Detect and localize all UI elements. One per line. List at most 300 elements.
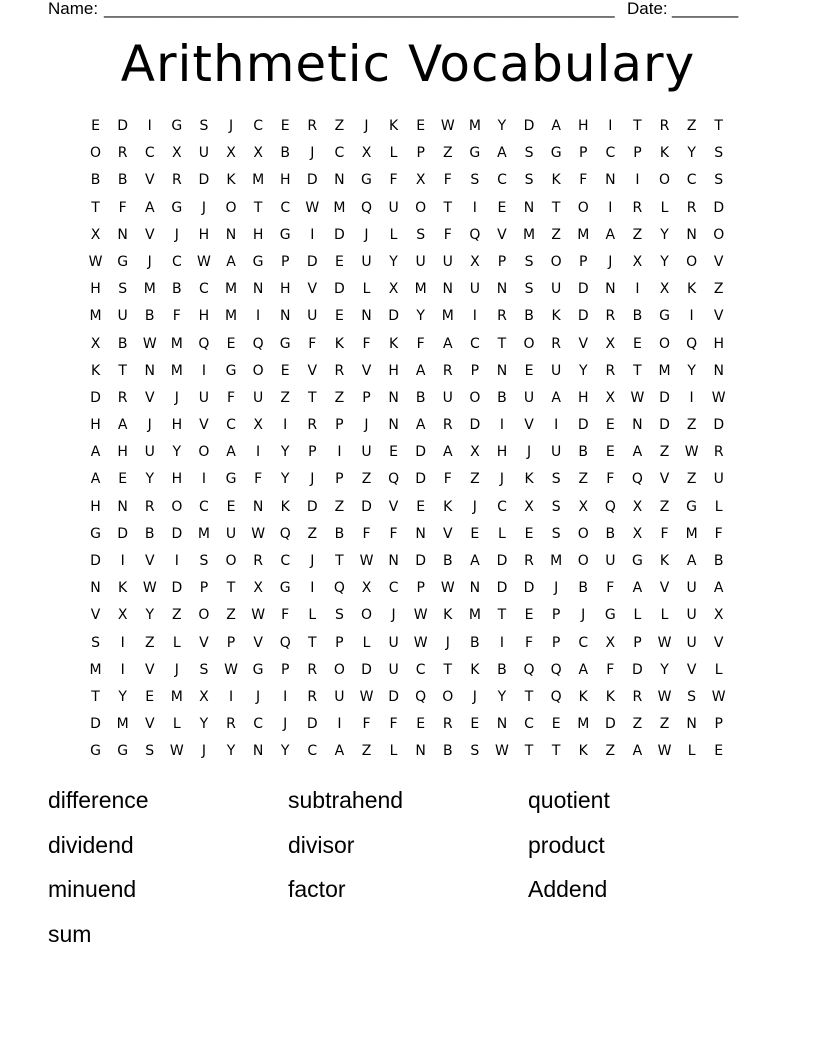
grid-letter: O <box>333 661 345 678</box>
grid-letter: I <box>283 417 288 434</box>
grid-letter: X <box>361 580 372 597</box>
grid-letter: N <box>605 172 616 189</box>
grid-letter: Y <box>280 444 290 461</box>
grid-letter: J <box>364 417 369 434</box>
grid-letter: E <box>605 444 615 461</box>
grid-letter: D <box>713 417 725 434</box>
grid-letter: C <box>388 580 399 597</box>
grid-letter: I <box>499 634 505 651</box>
grid-letter: S <box>714 172 724 189</box>
grid-letter: F <box>606 471 615 488</box>
grid-letter: E <box>226 335 236 352</box>
grid-letter: D <box>388 308 399 325</box>
grid-row <box>82 684 734 711</box>
grid-row <box>82 167 734 194</box>
grid-letter: R <box>307 417 318 434</box>
grid-letter: K <box>118 580 128 597</box>
grid-letter: D <box>415 471 427 488</box>
grid-letter: H <box>198 226 210 243</box>
grid-letter: A <box>632 444 643 461</box>
grid-letter: X <box>632 498 643 515</box>
grid-letter: X <box>632 525 643 542</box>
grid-letter: V <box>144 553 155 569</box>
grid-letter: P <box>362 389 371 406</box>
grid-letter: Y <box>389 253 398 270</box>
grid-letter: G <box>469 145 481 162</box>
grid-letter: P <box>497 253 507 270</box>
grid-letter: C <box>226 417 236 434</box>
grid-letter: I <box>689 308 694 325</box>
word-bank-item: divisor <box>288 831 355 858</box>
grid-letter: B <box>497 389 507 406</box>
grid-letter: X <box>253 580 263 597</box>
grid-letter: U <box>686 580 697 597</box>
grid-letter: A <box>632 580 643 597</box>
grid-letter: S <box>524 281 534 298</box>
grid-letter: Z <box>578 471 589 488</box>
grid-letter: E <box>389 444 398 461</box>
grid-letter: D <box>496 553 508 569</box>
grid-letter: P <box>335 634 344 651</box>
grid-row <box>82 276 734 303</box>
grid-letter: S <box>199 661 209 678</box>
grid-letter: Q <box>686 335 698 352</box>
grid-letter: J <box>310 145 315 162</box>
grid-letter: P <box>280 661 290 678</box>
grid-letter: H <box>279 281 291 298</box>
grid-letter: O <box>198 607 210 624</box>
grid-letter: U <box>198 145 210 162</box>
grid-letter: U <box>198 389 210 406</box>
grid-letter: W <box>413 607 428 624</box>
grid-letter: F <box>308 335 317 352</box>
grid-letter: J <box>147 253 152 270</box>
word-bank-item: product <box>528 831 605 858</box>
grid-letter: A <box>226 444 236 461</box>
grid-letter: K <box>605 688 615 705</box>
grid-letter: G <box>90 525 101 542</box>
grid-letter: A <box>686 553 697 569</box>
grid-letter: O <box>225 199 237 216</box>
grid-letter: S <box>551 525 561 542</box>
grid-letter: X <box>199 688 209 705</box>
grid-letter: Z <box>605 743 616 760</box>
grid-letter: Q <box>631 471 643 488</box>
word-bank-item: minuend <box>48 876 137 902</box>
grid-letter: T <box>253 199 263 216</box>
grid-letter: D <box>90 716 101 733</box>
grid-letter: P <box>633 145 642 162</box>
grid-letter: W <box>711 389 726 406</box>
grid-letter: R <box>551 335 561 352</box>
grid-letter: I <box>228 688 234 705</box>
grid-letter: C <box>280 553 291 569</box>
grid-letter: A <box>605 226 616 243</box>
grid-letter: C <box>469 335 480 352</box>
grid-letter: N <box>388 389 399 406</box>
grid-letter: F <box>606 580 615 597</box>
grid-letter: Y <box>172 444 182 461</box>
grid-letter: J <box>364 226 369 243</box>
grid-letter: U <box>442 253 453 270</box>
grid-letter: D <box>415 553 427 569</box>
grid-letter: P <box>335 417 344 434</box>
grid-letter: K <box>551 172 561 189</box>
grid-letter: D <box>171 580 183 597</box>
grid-letter: F <box>525 634 534 651</box>
grid-letter: F <box>362 716 371 733</box>
grid-letter: Y <box>118 688 127 705</box>
grid-letter: G <box>550 145 562 162</box>
grid-letter: J <box>499 471 505 488</box>
grid-letter: E <box>470 716 480 733</box>
grid-letter: B <box>497 661 507 678</box>
grid-letter: V <box>659 471 670 488</box>
grid-letter: J <box>228 118 234 134</box>
grid-letter: M <box>441 308 454 325</box>
grid-letter: J <box>364 118 369 134</box>
grid-letter: S <box>551 498 561 515</box>
grid-letter: P <box>416 580 425 597</box>
grid-letter: B <box>117 335 128 352</box>
grid-letter: W <box>142 335 157 352</box>
grid-letter: M <box>550 553 563 569</box>
grid-letter: H <box>171 471 183 488</box>
grid-letter: E <box>226 498 236 515</box>
grid-letter: N <box>388 417 399 434</box>
grid-letter: Z <box>686 118 697 134</box>
grid-letter: F <box>389 172 398 189</box>
grid-letter: E <box>524 525 534 542</box>
grid-letter: D <box>523 580 535 597</box>
word-bank-item: difference <box>48 787 149 813</box>
grid-letter: E <box>470 525 480 542</box>
grid-letter: C <box>578 634 589 651</box>
grid-letter: Z <box>334 389 345 406</box>
grid-letter: X <box>226 145 236 162</box>
grid-letter: O <box>659 172 671 189</box>
grid-letter: J <box>256 688 261 705</box>
grid-letter: N <box>117 498 128 515</box>
grid-letter: V <box>713 308 724 325</box>
grid-letter: Y <box>145 471 155 488</box>
grid-letter: R <box>307 688 318 705</box>
grid-letter: R <box>442 716 453 733</box>
grid-letter: X <box>470 444 480 461</box>
grid-letter: U <box>442 389 453 406</box>
grid-letter: C <box>524 716 534 733</box>
grid-letter: X <box>659 281 670 298</box>
grid-letter: B <box>632 308 643 325</box>
grid-letter: D <box>577 308 589 325</box>
grid-letter: G <box>252 253 264 270</box>
grid-letter: Z <box>551 226 561 243</box>
grid-letter: Z <box>632 716 643 733</box>
grid-row <box>82 630 734 657</box>
grid-letter: U <box>686 607 697 624</box>
grid-letter: D <box>659 417 670 434</box>
grid-letter: U <box>361 253 372 270</box>
grid-letter: M <box>224 281 238 298</box>
grid-letter: X <box>388 281 399 298</box>
grid-letter: S <box>551 471 561 488</box>
grid-letter: I <box>499 417 505 434</box>
grid-letter: S <box>470 172 480 189</box>
grid-letter: H <box>171 417 183 434</box>
grid-letter: L <box>714 661 723 678</box>
grid-letter: W <box>359 688 374 705</box>
grid-letter: O <box>577 525 589 542</box>
grid-letter: M <box>468 607 481 624</box>
grid-row <box>82 711 734 738</box>
grid-letter: W <box>251 607 266 624</box>
grid-row <box>82 575 734 602</box>
grid-letter: I <box>608 199 613 216</box>
word-bank-item: factor <box>288 876 346 902</box>
grid-letter: W <box>197 253 211 270</box>
grid-letter: B <box>470 634 480 651</box>
grid-letter: M <box>523 226 536 243</box>
grid-letter: E <box>632 335 642 352</box>
grid-letter: S <box>524 253 534 270</box>
grid-letter: N <box>686 716 697 733</box>
grid-letter: K <box>470 661 480 678</box>
grid-letter: I <box>310 580 315 597</box>
grid-letter: Z <box>659 444 670 461</box>
grid-letter: B <box>172 281 182 298</box>
grid-letter: Z <box>632 226 643 243</box>
grid-letter: X <box>117 607 128 624</box>
grid-letter: E <box>280 118 290 134</box>
grid-letter: G <box>252 661 264 678</box>
grid-letter: Q <box>604 498 616 515</box>
grid-letter: W <box>251 525 266 542</box>
grid-row <box>82 439 734 466</box>
grid-letter: E <box>524 362 534 379</box>
grid-letter: D <box>659 389 670 406</box>
grid-letter: E <box>91 118 100 134</box>
grid-letter: R <box>524 553 534 569</box>
grid-letter: V <box>144 172 155 189</box>
grid-letter: M <box>116 716 129 733</box>
grid-letter: H <box>388 362 399 379</box>
grid-letter: F <box>226 389 236 406</box>
grid-letter: D <box>713 199 725 216</box>
grid-letter: J <box>472 498 477 515</box>
grid-letter: Z <box>713 281 724 298</box>
grid-letter: A <box>442 444 453 461</box>
grid-letter: R <box>497 308 507 325</box>
grid-letter: I <box>337 444 342 461</box>
grid-letter: Y <box>199 716 209 733</box>
grid-letter: K <box>443 498 453 515</box>
grid-letter: W <box>142 580 157 597</box>
grid-letter: D <box>577 417 589 434</box>
grid-letter: N <box>252 498 264 515</box>
grid-letter: O <box>90 145 102 162</box>
grid-letter: G <box>117 253 129 270</box>
grid-letter: U <box>388 634 399 651</box>
grid-row <box>82 303 734 330</box>
grid-letter: Y <box>660 661 669 678</box>
grid-letter: V <box>361 362 372 379</box>
grid-letter: R <box>605 308 616 325</box>
grid-letter: U <box>307 308 318 325</box>
grid-letter: Z <box>307 525 318 542</box>
grid-letter: P <box>335 471 344 488</box>
grid-letter: K <box>687 281 697 298</box>
grid-letter: P <box>226 634 236 651</box>
grid-letter: V <box>659 580 670 597</box>
grid-letter: T <box>118 362 127 379</box>
grid-letter: H <box>198 308 210 325</box>
grid-letter: M <box>685 525 698 542</box>
grid-letter: H <box>279 172 291 189</box>
grid-letter: Y <box>280 743 290 760</box>
grid-letter: D <box>361 498 372 515</box>
grid-letter: R <box>117 389 128 406</box>
grid-letter: I <box>689 389 694 406</box>
grid-row <box>82 657 734 684</box>
grid-letter: X <box>605 335 616 352</box>
grid-letter: C <box>307 743 318 760</box>
grid-letter: C <box>334 145 345 162</box>
grid-letter: N <box>361 308 372 325</box>
word-bank-item: Addend <box>528 876 608 902</box>
grid-letter: U <box>523 389 535 406</box>
grid-letter: E <box>416 716 426 733</box>
grid-letter: D <box>632 661 643 678</box>
grid-letter: X <box>713 607 724 624</box>
grid-letter: I <box>120 553 125 569</box>
grid-letter: T <box>714 118 723 134</box>
grid-letter: T <box>497 607 507 624</box>
grid-letter: Q <box>550 688 562 705</box>
grid-letter: X <box>632 253 643 270</box>
grid-letter: M <box>89 308 102 325</box>
grid-letter: C <box>415 661 426 678</box>
grid-letter: Y <box>497 688 507 705</box>
grid-letter: L <box>362 634 371 651</box>
grid-letter: A <box>415 417 426 434</box>
grid-row <box>82 548 734 575</box>
grid-letter: V <box>578 335 589 352</box>
date-blank-line: _______ <box>672 0 739 18</box>
grid-letter: E <box>118 471 128 488</box>
grid-letter: K <box>443 607 453 624</box>
grid-letter: R <box>253 553 263 569</box>
grid-letter: W <box>630 389 645 406</box>
grid-letter: J <box>445 634 450 651</box>
grid-letter: G <box>631 553 643 569</box>
grid-letter: O <box>442 688 454 705</box>
grid-letter: H <box>577 118 589 134</box>
grid-letter: Z <box>280 389 290 406</box>
grid-letter: T <box>91 688 100 705</box>
grid-letter: E <box>334 308 344 325</box>
grid-letter: K <box>388 335 399 352</box>
grid-letter: X <box>90 226 101 243</box>
grid-letter: R <box>226 716 236 733</box>
grid-letter: G <box>90 743 101 760</box>
grid-letter: W <box>495 743 509 760</box>
grid-letter: I <box>120 634 125 651</box>
grid-letter: O <box>713 226 725 243</box>
grid-letter: R <box>659 118 670 134</box>
grid-letter: X <box>253 145 263 162</box>
grid-letter: S <box>199 553 209 569</box>
grid-letter: F <box>362 525 371 542</box>
grid-letter: P <box>551 607 561 624</box>
grid-letter: B <box>442 553 453 569</box>
grid-letter: O <box>523 335 535 352</box>
grid-letter: W <box>440 118 455 134</box>
grid-letter: N <box>334 172 345 189</box>
grid-letter: F <box>714 525 723 542</box>
grid-letter: B <box>578 444 589 461</box>
grid-letter: Q <box>198 335 210 352</box>
grid-letter: T <box>633 118 642 134</box>
grid-letter: R <box>117 145 128 162</box>
grid-letter: T <box>551 743 561 760</box>
grid-letter: Y <box>578 362 588 379</box>
grid-letter: M <box>468 118 481 134</box>
grid-letter: L <box>633 607 642 624</box>
grid-letter: O <box>550 253 562 270</box>
grid-letter: C <box>686 172 697 189</box>
grid-letter: G <box>279 580 291 597</box>
grid-letter: E <box>416 118 426 134</box>
grid-letter: W <box>684 444 699 461</box>
grid-letter: A <box>415 362 426 379</box>
grid-letter: V <box>686 661 697 678</box>
grid-letter: Y <box>687 362 696 379</box>
grid-letter: U <box>252 389 264 406</box>
grid-letter: O <box>225 553 237 569</box>
grid-letter: C <box>253 716 263 733</box>
grid-letter: N <box>442 281 453 298</box>
grid-letter: K <box>659 553 670 569</box>
grid-letter: U <box>388 661 399 678</box>
grid-letter: B <box>524 308 534 325</box>
grid-row <box>82 412 734 439</box>
grid-letter: V <box>524 417 534 434</box>
grid-letter: W <box>88 253 103 270</box>
grid-letter: I <box>337 716 342 733</box>
grid-letter: L <box>498 525 506 542</box>
grid-letter: I <box>120 661 125 678</box>
grid-letter: A <box>334 743 345 760</box>
grid-letter: N <box>388 553 399 569</box>
grid-letter: V <box>199 417 209 434</box>
grid-letter: A <box>117 417 128 434</box>
grid-row <box>82 222 734 249</box>
word-bank <box>48 778 788 956</box>
grid-row <box>82 466 734 493</box>
grid-letter: T <box>633 362 642 379</box>
grid-letter: Y <box>660 226 669 243</box>
grid-letter: D <box>306 716 318 733</box>
grid-letter: B <box>415 389 426 406</box>
grid-letter: N <box>117 226 128 243</box>
grid-letter: P <box>551 634 561 651</box>
grid-letter: Z <box>144 634 155 651</box>
grid-letter: X <box>172 145 182 162</box>
grid-letter: C <box>280 199 291 216</box>
grid-letter: D <box>577 281 589 298</box>
grid-letter: S <box>145 743 155 760</box>
grid-letter: V <box>307 362 318 379</box>
